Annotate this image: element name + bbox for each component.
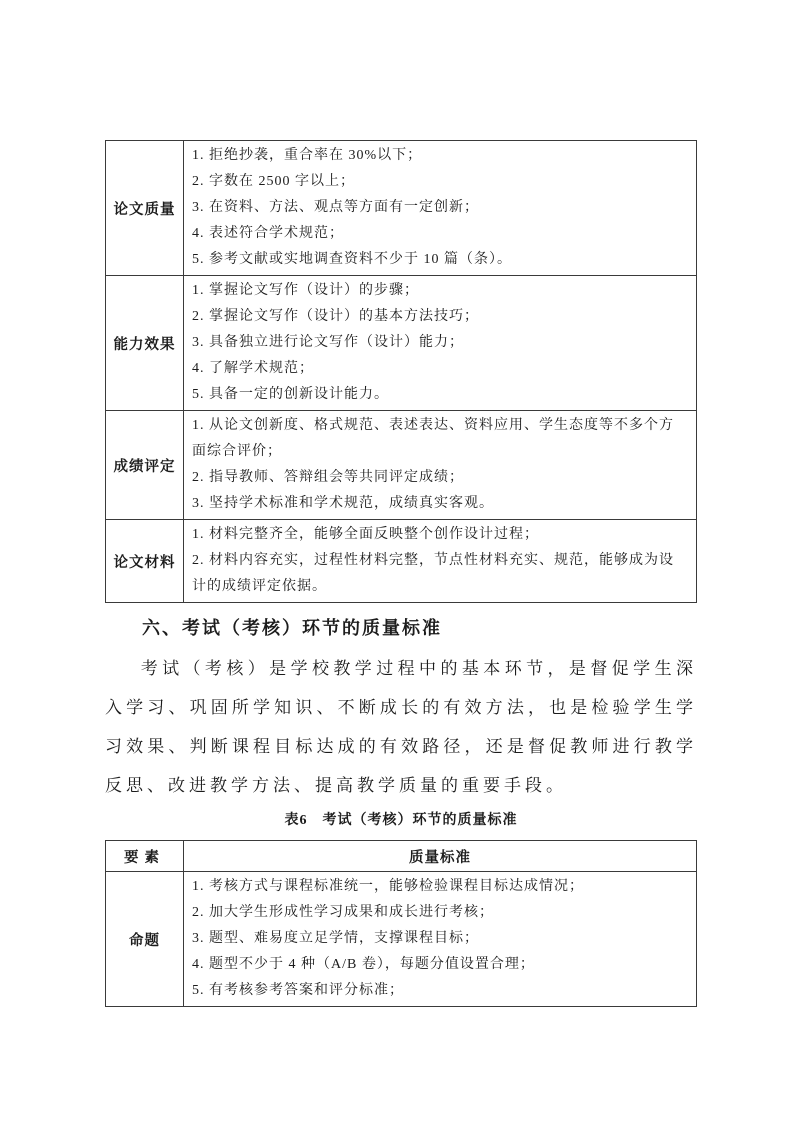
list-item: 3. 具备独立进行论文写作（设计）能力； (192, 335, 464, 350)
list-item: 2. 加大学生形成性学习成果和成长进行考核； (192, 905, 494, 920)
list-item: 3. 在资料、方法、观点等方面有一定创新； (192, 200, 479, 215)
table-row (106, 141, 697, 276)
list-item: 1. 从论文创新度、格式规范、表述表达、资料应用、学生态度等不多个方面综合评价； (192, 418, 674, 459)
row-content (184, 411, 697, 520)
list-item: 3. 题型、难易度立足学情，支撑课程目标； (192, 931, 479, 946)
column-header-element: 要素 (106, 841, 184, 872)
list-item: 4. 题型不少于 4 种（A/B 卷），每题分值设置合理； (192, 957, 535, 972)
list-item: 1. 掌握论文写作（设计）的步骤； (192, 283, 419, 298)
table-row (106, 276, 697, 411)
list-item: 4. 表述符合学术规范； (192, 226, 344, 241)
row-label: 命题 (106, 872, 184, 1007)
list-item: 5. 参考文献或实地调查资料不少于 10 篇（条）。 (192, 252, 512, 267)
row-label: 能力效果 (106, 276, 184, 411)
list-item: 5. 有考核参考答案和评分标准； (192, 983, 404, 998)
list-item: 4. 了解学术规范； (192, 361, 314, 376)
list-item: 2. 字数在 2500 字以上； (192, 174, 355, 189)
list-item: 3. 坚持学术标准和学术规范，成绩真实客观。 (192, 496, 494, 511)
row-content (184, 141, 697, 276)
table-row (106, 520, 697, 603)
row-content (184, 872, 697, 1007)
thesis-quality-table (105, 140, 697, 603)
section-paragraph: 考试（考核）是学校教学过程中的基本环节，是督促学生深入学习、巩固所学知识、不断成长的有效方法，也是检验学生学习效果、判断课程目标达成的有效路径，还是督促教师进行教学反思、改进教学方法、提高教学质量的重要手段。 (105, 659, 697, 795)
table-row (106, 872, 697, 1007)
row-content (184, 520, 697, 603)
list-item: 1. 材料完整齐全，能够全面反映整个创作设计过程； (192, 527, 539, 542)
row-label: 论文材料 (106, 520, 184, 603)
list-item: 2. 掌握论文写作（设计）的基本方法技巧； (192, 309, 479, 324)
section-heading: 六、考试（考核）环节的质量标准 (142, 618, 442, 638)
list-item: 1. 拒绝抄袭，重合率在 30%以下； (192, 148, 423, 163)
exam-quality-table (105, 840, 697, 1007)
table-header-row (106, 841, 697, 872)
list-item: 2. 材料内容充实，过程性材料完整，节点性材料充实、规范，能够成为设计的成绩评定依据。 (192, 553, 674, 594)
row-content (184, 276, 697, 411)
row-label: 成绩评定 (106, 411, 184, 520)
list-item: 2. 指导教师、答辩组会等共同评定成绩； (192, 470, 464, 485)
column-header-standard: 质量标准 (184, 841, 697, 872)
list-item: 5. 具备一定的创新设计能力。 (192, 387, 389, 402)
table-row (106, 411, 697, 520)
list-item: 1. 考核方式与课程标准统一，能够检验课程目标达成情况； (192, 879, 584, 894)
row-label: 论文质量 (106, 141, 184, 276)
table-caption: 表6 考试（考核）环节的质量标准 (284, 813, 518, 828)
